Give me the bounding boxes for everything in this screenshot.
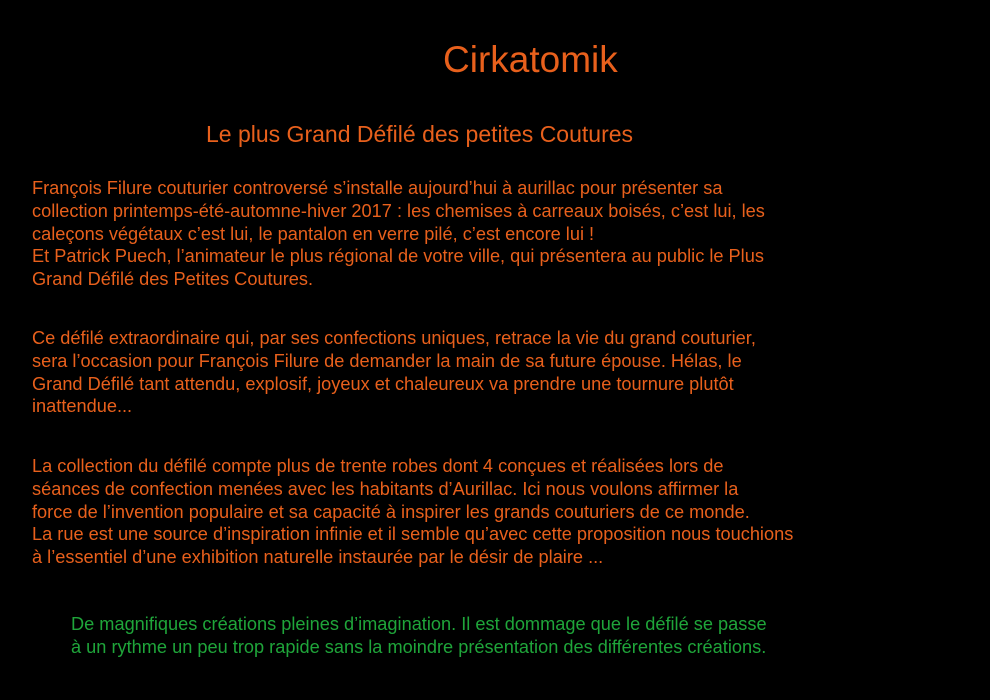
paragraph-line: caleçons végétaux c’est lui, le pantalon en verre pilé, c’est encore lui ! xyxy=(32,223,595,244)
paragraph-line: La collection du défilé compte plus de trente robes dont 4 conçues et réalisées lors de xyxy=(32,456,724,476)
comment-line: De magnifiques créations pleines d’imagination. Il est dommage que le défilé se passe xyxy=(71,614,767,634)
page-subtitle: Le plus Grand Défilé des petites Coutures xyxy=(206,121,634,147)
paragraph-line: force de l’invention populaire et sa capacité à inspirer les grands couturiers de ce monde. xyxy=(32,501,750,522)
paragraph-collection xyxy=(32,455,982,569)
paragraph-line: La rue est une source d’inspiration infinie et il semble qu’avec cette proposition nous touchions xyxy=(32,524,794,545)
paragraph-show xyxy=(32,327,982,418)
paragraph-line: séances de confection menées avec les habitants d’Aurillac. Ici nous voulons affirmer la xyxy=(32,478,739,499)
paragraph-intro xyxy=(32,177,982,291)
paragraph-line: inattendue... xyxy=(32,396,133,417)
comment-line: à un rythme un peu trop rapide sans la moindre présentation des différentes créations. xyxy=(71,636,767,657)
paragraph-line: François Filure couturier controversé s’installe aujourd’hui à aurillac pour présenter sa xyxy=(32,178,723,198)
paragraph-line: à l’essentiel d’une exhibition naturelle instaurée par le désir de plaire ... xyxy=(32,547,604,568)
paragraph-line: Ce défilé extraordinaire qui, par ses confections uniques, retrace la vie du grand couturier, xyxy=(32,328,756,348)
paragraph-line: Grand Défilé des Petites Coutures. xyxy=(32,269,314,290)
paragraph-line: sera l’occasion pour François Filure de demander la main de sa future épouse. Hélas, le xyxy=(32,350,742,371)
review-comment xyxy=(71,613,971,659)
page-title: Cirkatomik xyxy=(443,39,618,80)
paragraph-line: Et Patrick Puech, l’animateur le plus régional de votre ville, qui présentera au public le Plus xyxy=(32,246,764,267)
paragraph-line: Grand Défilé tant attendu, explosif, joyeux et chaleureux va prendre une tournure plutôt xyxy=(32,373,734,394)
paragraph-line: collection printemps-été-automne-hiver 2017 : les chemises à carreaux boisés, c’est lui, les xyxy=(32,200,765,221)
